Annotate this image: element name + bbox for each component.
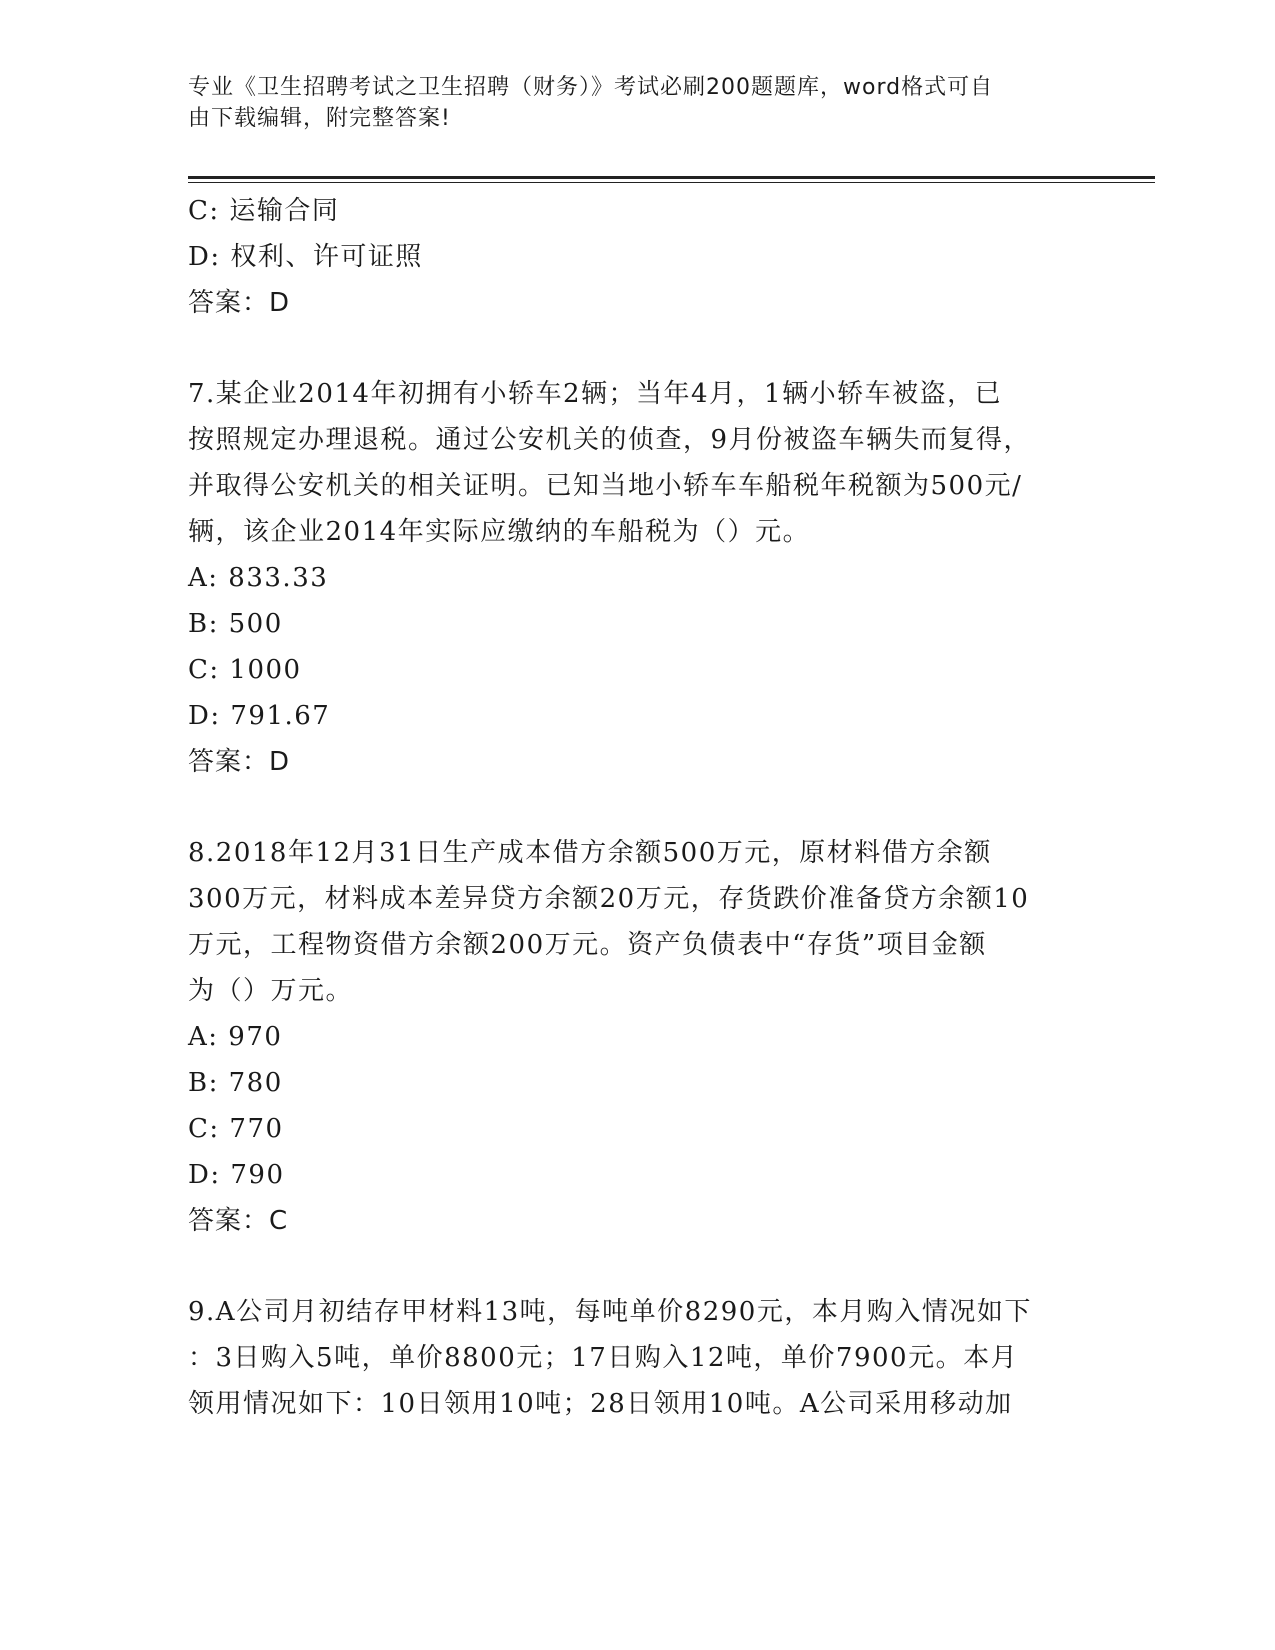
document-header: [188, 72, 1068, 134]
option-d: D: 790: [188, 1160, 285, 1190]
option-c: C: 770: [188, 1114, 284, 1144]
header-line-2: 由下载编辑，附完整答案!: [188, 106, 451, 131]
question-7: [188, 371, 1088, 785]
question-text-line: 并取得公安机关的相关证明。已知当地小轿车车船税年税额为500元/: [188, 471, 1023, 501]
option-d: D: 791.67: [188, 701, 331, 731]
header-divider-thin: [188, 182, 1155, 183]
option-c: C: 1000: [188, 655, 302, 685]
question-text-line: 为（）万元。: [188, 976, 354, 1006]
header-divider-thick: [188, 176, 1155, 179]
answer-line: 答案：C: [188, 1206, 289, 1236]
option-a: A: 970: [188, 1022, 283, 1052]
option-b: B: 500: [188, 609, 283, 639]
question-text-line: 9.A公司月初结存甲材料13吨，每吨单价8290元，本月购入情况如下: [188, 1297, 1032, 1327]
answer-line: 答案：D: [188, 747, 291, 777]
option-d: D: 权利、许可证照: [188, 242, 423, 272]
document-body: [188, 188, 1088, 1427]
question-text-line: 万元，工程物资借方余额200万元。资产负债表中“存货”项目金额: [188, 930, 987, 960]
option-c: C: 运输合同: [188, 196, 340, 226]
question-text-line: ：3日购入5吨，单价8800元；17日购入12吨，单价7900元。本月: [188, 1343, 1019, 1373]
option-a: A: 833.33: [188, 563, 329, 593]
question-text-line: 300万元，材料成本差异贷方余额20万元，存货跌价准备贷方余额10: [188, 884, 1030, 914]
question-text-line: 按照规定办理退税。通过公安机关的侦查，9月份被盗车辆失而复得，: [188, 425, 1032, 455]
previous-question-tail: [188, 188, 1088, 326]
question-9: [188, 1289, 1088, 1427]
spacer: [188, 326, 1088, 371]
question-text-line: 8.2018年12月31日生产成本借方余额500万元，原材料借方余额: [188, 838, 992, 868]
question-text-line: 7.某企业2014年初拥有小轿车2辆；当年4月，1辆小轿车被盗，已: [188, 379, 1003, 409]
question-text-line: 辆，该企业2014年实际应缴纳的车船税为（）元。: [188, 517, 811, 547]
answer-line: 答案：D: [188, 288, 291, 318]
question-8: [188, 830, 1088, 1244]
header-line-1: 专业《卫生招聘考试之卫生招聘（财务）》考试必刷200题题库，word格式可自: [188, 75, 994, 100]
question-text-line: 领用情况如下：10日领用10吨；28日领用10吨。A公司采用移动加: [188, 1389, 1013, 1419]
spacer: [188, 1244, 1088, 1289]
option-b: B: 780: [188, 1068, 283, 1098]
spacer: [188, 785, 1088, 830]
